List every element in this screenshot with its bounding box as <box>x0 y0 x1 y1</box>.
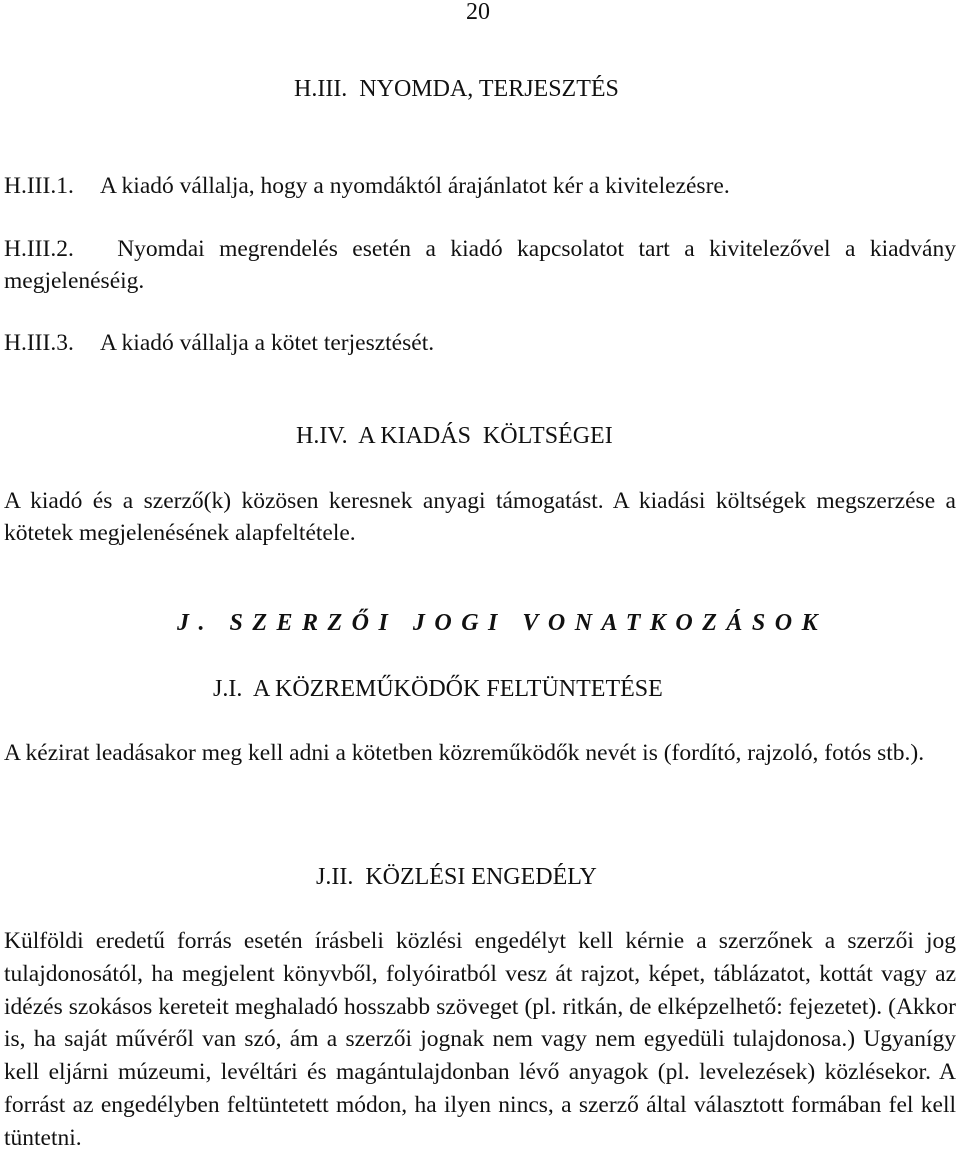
section-h3-title: H.III. NYOMDA, TERJESZTÉS <box>294 76 619 102</box>
section-h4-title: H.IV. A KIADÁS KÖLTSÉGEI <box>296 423 613 449</box>
section-j1-title: J.I. A KÖZREMŰKÖDŐK FELTÜNTETÉSE <box>213 676 663 702</box>
item-h3-1 <box>4 170 956 202</box>
item-h3-3 <box>4 327 956 359</box>
item-number: H.III.2. <box>4 236 74 262</box>
item-number: H.III.3. <box>4 330 74 356</box>
section-j2-title: J.II. KÖZLÉSI ENGEDÉLY <box>316 864 597 890</box>
item-text: A kiadó vállalja a kötet terjesztését. <box>100 330 435 356</box>
item-number: H.III.1. <box>4 173 74 199</box>
item-h3-2 <box>4 233 956 297</box>
item-text: A kiadó vállalja, hogy a nyomdáktól árajánlatot kér a kivitelezésre. <box>100 173 730 199</box>
chapter-j-title: J. SZERZŐI JOGI VONATKOZÁSOK <box>177 610 828 636</box>
section-h4-paragraph: A kiadó és a szerző(k) közösen keresnek anyagi támogatást. A kiadási költségek megszerzése a kötetek megjelenésének alapfeltétele. <box>4 488 956 546</box>
section-j1-paragraph: A kézirat leadásakor meg kell adni a kötetben közreműködők nevét is (fordító, rajzoló, fotós stb.). <box>4 740 925 766</box>
item-text: Nyomdai megrendelés esetén a kiadó kapcsolatot tart a kivitelezővel a kiadvány megjelenéséig. <box>4 236 956 294</box>
section-j2-paragraph: Külföldi eredetű forrás esetén írásbeli közlési engedélyt kell kérnie a szerzőnek a szerzői jog tulajdonosától, ha megjelent könyvből, folyóiratból vesz át rajzot, képet, táblázatot, kottát vagy az idézés szokásos kereteit meghaladó hosszabb szöveget (pl. ritkán, de elképzelhető: fejezetet). (Akkor is, ha saját művéről van szó, ám a szerzői jognak nem vagy nem egyedüli tulajdonosa.) Ugyanígy kell eljárni múzeumi, levéltári és magántulajdonban lévő anyagok (pl. levelezések) közlésekor. A forrást az engedélyben feltüntetett módon, ha ilyen nincs, a szerző által választott formában fel kell tüntetni. <box>4 928 956 1151</box>
page-number: 20 <box>466 0 490 25</box>
